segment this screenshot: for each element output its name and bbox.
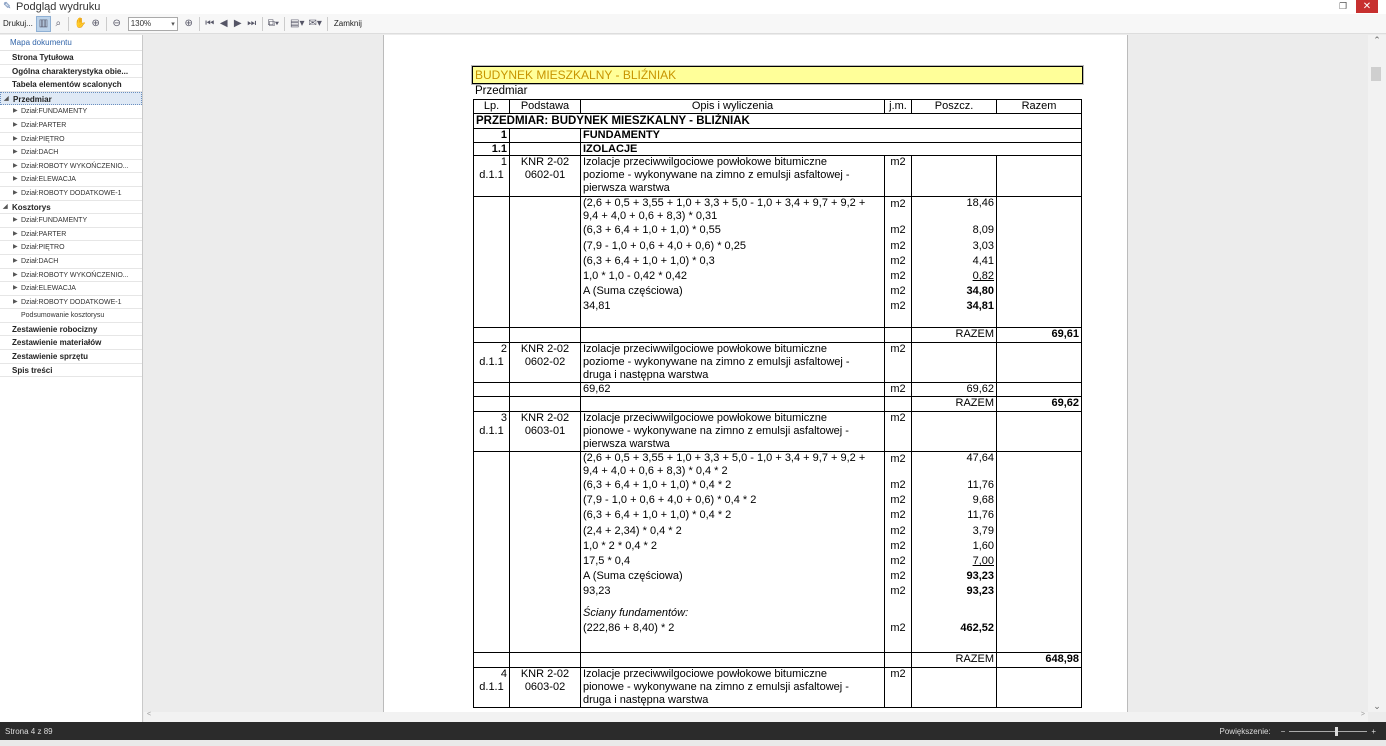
calc-unit: m2 — [890, 494, 906, 507]
nav-item-podsumowanie[interactable]: Podsumowanie kosztorysu — [0, 309, 142, 323]
empty-cell — [997, 412, 1082, 452]
nav-item-spis-tresci[interactable]: Spis treści — [0, 364, 142, 378]
calc-unit: m2 — [890, 300, 906, 313]
position-basis — [510, 343, 581, 383]
basis-line: KNR 2-02 — [520, 343, 570, 356]
nav-item-strona-tytulowa[interactable]: Strona Tytułowa — [0, 51, 142, 65]
calc-unit: m2 — [890, 239, 906, 252]
collapsed-arrow-icon[interactable]: ▶ — [13, 257, 18, 264]
calc-unit: m2 — [885, 383, 912, 397]
calc-value: 4,41 — [972, 254, 994, 267]
subsection-row — [474, 142, 1082, 156]
calc-value: 11,76 — [967, 479, 994, 492]
position-basis — [510, 412, 581, 452]
nav-group-label: Przedmiar — [13, 94, 52, 104]
calculation-expressions — [581, 452, 885, 653]
empty-cell — [581, 328, 885, 343]
hand-tool-icon[interactable]: ✋ — [74, 18, 87, 29]
scroll-right-icon[interactable]: > — [1360, 711, 1365, 718]
section-title: PRZEDMIAR: BUDYNEK MIESZKALNY - BLIŹNIAK — [474, 114, 1082, 129]
calc-value — [914, 606, 994, 621]
nav-item-label: Dział:ELEWACJA — [21, 285, 76, 293]
toolbar — [0, 14, 1386, 34]
position-description — [581, 156, 885, 197]
print-button[interactable]: Drukuj... — [3, 19, 33, 28]
empty-cell — [510, 452, 581, 653]
nav-item-label: Dział:PIĘTRO — [21, 244, 65, 252]
close-preview-button[interactable]: Zamknij — [333, 19, 362, 28]
find-icon[interactable]: ⌕ — [55, 18, 62, 29]
table-header-row — [474, 100, 1082, 114]
empty-cell — [997, 197, 1082, 328]
nav-item-label: Dział:ROBOTY DODATKOWE-1 — [21, 298, 122, 306]
nav-item-dzial[interactable] — [0, 282, 142, 296]
document-page — [383, 35, 1128, 712]
empty-cell — [997, 156, 1082, 197]
calc-expr-line: (2,6 + 0,5 + 3,55 + 1,0 + 3,3 + 5,0 - 1,0 + 3,4 + 9,7 + 9,2 + — [583, 197, 866, 210]
position-unit: m2 — [885, 156, 912, 197]
zoom-slider[interactable] — [1289, 731, 1367, 732]
vertical-scrollbar[interactable] — [1368, 35, 1386, 712]
nav-item-label: Dział:FUNDAMENTY — [21, 108, 88, 116]
collapsed-arrow-icon[interactable]: ▶ — [13, 189, 18, 196]
nav-item-label: Dział:FUNDAMENTY — [21, 217, 88, 225]
zoom-in-icon[interactable]: ⊕ — [184, 18, 193, 29]
empty-cell — [885, 653, 912, 668]
nav-item-dzial[interactable] — [0, 160, 142, 174]
empty-cell — [885, 397, 912, 412]
lp-number: 4 — [500, 668, 507, 681]
calc-expr-line: 9,4 + 4,0 + 0,6 + 8,3) * 0,4 * 2 — [583, 464, 728, 477]
nav-item-charakterystyka[interactable]: Ogólna charakterystyka obie... — [0, 65, 142, 79]
lp-ref: d.1.1 — [479, 424, 504, 437]
calc-unit: m2 — [890, 269, 906, 282]
empty-cell — [997, 668, 1082, 708]
collapsed-arrow-icon[interactable]: ▶ — [13, 149, 18, 156]
expand-icon[interactable]: ◢ — [4, 95, 9, 102]
empty-cell — [474, 397, 510, 412]
calc-unit: m2 — [890, 585, 906, 598]
nav-item-dzial[interactable] — [0, 228, 142, 242]
chevron-down-icon: ▾ — [171, 20, 175, 28]
nav-item-sprzet[interactable]: Zestawienie sprzętu — [0, 350, 142, 364]
zoom-tool-icon[interactable]: ⊕ — [91, 18, 100, 29]
preview-area[interactable] — [144, 35, 1368, 712]
position-row — [474, 412, 1082, 452]
desc-line: pierwsza warstwa — [583, 181, 670, 194]
razem-row — [474, 653, 1082, 668]
nav-item-label: Dział:PARTER — [21, 121, 67, 129]
lp-number: 2 — [500, 343, 507, 356]
calc-value: 3,79 — [972, 524, 994, 537]
dzial-name: FUNDAMENTY — [581, 129, 1082, 143]
calculation-expressions — [581, 197, 885, 328]
desc-line: pionowe - wykonywane na zimno z emulsji asfaltowej - — [583, 424, 849, 437]
toolbar-separator — [284, 17, 285, 31]
position-description — [581, 343, 885, 383]
nav-item-dzial[interactable] — [0, 296, 142, 310]
razem-label: RAZEM — [912, 397, 997, 412]
nav-item-dzial[interactable] — [0, 105, 142, 119]
nav-item-label: Dział:ROBOTY DODATKOWE-1 — [21, 189, 122, 197]
subsection-name: IZOLACJE — [581, 142, 1082, 156]
subsection-number: 1.1 — [474, 142, 510, 156]
calc-unit: m2 — [890, 254, 906, 267]
zoom-select[interactable] — [128, 17, 178, 31]
desc-line: pierwsza warstwa — [583, 437, 670, 450]
document-subheader: Przedmiar — [475, 85, 528, 97]
document-map-panel — [0, 35, 143, 722]
calc-expr: (222,86 + 8,40) * 2 — [583, 621, 675, 634]
zoom-label: Powiększenie: — [1219, 726, 1271, 736]
nav-item-dzial[interactable] — [0, 146, 142, 160]
calc-expr: 93,23 — [583, 585, 611, 598]
scrollbar-thumb[interactable] — [1371, 67, 1381, 81]
document-map-toggle-icon[interactable]: ▥ — [36, 16, 51, 32]
position-unit: m2 — [885, 668, 912, 708]
calc-expr: 1,0 * 1,0 - 0,42 * 0,42 — [583, 269, 687, 282]
calc-expr: A (Suma częściowa) — [583, 570, 683, 583]
przedmiar-document — [472, 66, 1083, 708]
taskbar-strip — [0, 740, 1386, 746]
collapsed-arrow-icon[interactable]: ▶ — [13, 217, 18, 224]
window-titlebar — [0, 0, 1386, 14]
collapsed-arrow-icon[interactable]: ▶ — [13, 108, 18, 115]
desc-line: druga i następna warstwa — [583, 693, 709, 706]
column-header: Razem — [997, 100, 1082, 114]
calc-unit: m2 — [890, 224, 906, 237]
nav-item-dzial[interactable] — [0, 214, 142, 228]
empty-cell — [997, 452, 1082, 653]
last-page-icon[interactable]: ⏭ — [247, 18, 257, 29]
calc-unit: m2 — [890, 479, 906, 492]
section-title-row — [474, 114, 1082, 129]
empty-cell — [474, 383, 510, 397]
basis-line: 0603-02 — [524, 680, 566, 693]
calc-expr: Ściany fundamentów: — [583, 606, 689, 619]
column-header: Podstawa — [510, 100, 581, 114]
razem-label: RAZEM — [912, 653, 997, 668]
nav-group-label: Kosztorys — [12, 202, 51, 212]
razem-value: 648,98 — [997, 653, 1082, 668]
toolbar-separator — [262, 17, 263, 31]
toolbar-separator — [106, 17, 107, 31]
page-indicator: Strona 4 z 89 — [5, 726, 53, 736]
nav-item-dzial[interactable] — [0, 173, 142, 187]
empty-cell — [997, 343, 1082, 383]
basis-line: 0602-01 — [524, 169, 566, 182]
desc-line: Izolacje przeciwwilgociowe powłokowe bitumiczne — [583, 668, 827, 681]
nav-item-dzial[interactable] — [0, 269, 142, 283]
position-row — [474, 156, 1082, 197]
collapsed-arrow-icon[interactable]: ▶ — [13, 135, 18, 142]
empty-cell — [510, 129, 581, 143]
calc-unit: m2 — [890, 524, 906, 537]
empty-cell — [510, 653, 581, 668]
nav-item-label: Dział:ROBOTY WYKOŃCZENIO... — [21, 162, 129, 170]
empty-cell — [581, 397, 885, 412]
basis-line: KNR 2-02 — [520, 412, 570, 425]
lp-number: 1 — [500, 156, 507, 169]
empty-cell — [510, 397, 581, 412]
collapsed-arrow-icon[interactable]: ▶ — [13, 176, 18, 183]
close-window-button[interactable]: ✕ — [1356, 0, 1378, 13]
scroll-left-icon[interactable]: < — [147, 711, 152, 718]
basis-line: 0603-01 — [524, 424, 566, 437]
position-lp — [474, 668, 510, 708]
position-description — [581, 412, 885, 452]
empty-cell — [474, 653, 510, 668]
razem-row — [474, 397, 1082, 412]
calc-expr: (6,3 + 6,4 + 1,0 + 1,0) * 0,55 — [583, 224, 721, 237]
expand-icon[interactable]: ◢ — [3, 203, 8, 210]
position-row — [474, 343, 1082, 383]
przedmiar-table — [473, 99, 1082, 708]
nav-item-label: Dział:ELEWACJA — [21, 176, 76, 184]
empty-cell — [581, 653, 885, 668]
zoom-minus-icon[interactable]: − — [1280, 726, 1286, 736]
empty-cell — [510, 197, 581, 328]
nav-item-label: Dział:DACH — [21, 257, 59, 265]
calc-unit: m2 — [890, 621, 906, 634]
restore-icon[interactable]: ❐ — [1338, 1, 1348, 11]
toolbar-separator — [327, 17, 328, 31]
zoom-control — [1220, 722, 1376, 740]
zoom-select-value: 130% — [130, 19, 152, 28]
collapsed-arrow-icon[interactable]: ▶ — [13, 285, 18, 292]
nav-group-przedmiar[interactable] — [0, 92, 142, 106]
calc-value: 93,23 — [966, 585, 994, 598]
empty-cell — [510, 328, 581, 343]
calc-value: 9,68 — [972, 494, 994, 507]
column-header: Opis i wyliczenia — [581, 100, 885, 114]
collapsed-arrow-icon[interactable]: ▶ — [13, 298, 18, 305]
calc-value: 69,62 — [912, 383, 997, 397]
calculation-values — [912, 197, 997, 328]
position-unit: m2 — [885, 343, 912, 383]
toolbar-separator — [199, 17, 200, 31]
calc-value: 462,52 — [960, 621, 994, 634]
desc-line: pionowe - wykonywane na zimno z emulsji asfaltowej - — [583, 680, 849, 693]
nav-item-tabela-elementow[interactable]: Tabela elementów scalonych — [0, 78, 142, 92]
column-header: Poszcz. — [912, 100, 997, 114]
calc-unit: m2 — [890, 570, 906, 583]
empty-cell — [885, 328, 912, 343]
horizontal-scrollbar[interactable] — [144, 712, 1368, 722]
calc-expr: 34,81 — [583, 300, 611, 313]
position-lp — [474, 156, 510, 197]
calc-value: 7,00 — [972, 555, 994, 568]
calc-value: 8,09 — [972, 224, 994, 237]
toolbar-separator — [68, 17, 69, 31]
calc-expr: 17,5 * 0,4 — [583, 555, 631, 568]
dzial-row — [474, 129, 1082, 143]
lp-ref: d.1.1 — [479, 169, 504, 182]
calculation-units — [885, 452, 912, 653]
nav-item-label: Dział:ROBOTY WYKOŃCZENIO... — [21, 271, 129, 279]
zoom-slider-thumb[interactable] — [1335, 727, 1338, 736]
previous-page-icon[interactable]: ◀ — [219, 18, 228, 29]
calc-value: 18,46 — [966, 197, 994, 210]
calculation-values — [912, 452, 997, 653]
razem-value: 69,61 — [997, 328, 1082, 343]
nav-item-dzial[interactable] — [0, 241, 142, 255]
nav-item-dzial[interactable] — [0, 255, 142, 269]
nav-item-robocizna[interactable]: Zestawienie robocizny — [0, 323, 142, 337]
email-icon[interactable]: ✉▾ — [308, 18, 322, 29]
status-bar — [0, 722, 1386, 740]
lp-ref: d.1.1 — [479, 356, 504, 369]
scroll-up-icon[interactable]: ⌃ — [1373, 35, 1381, 45]
document-map-title: Mapa dokumentu — [0, 35, 142, 51]
column-header: Lp. — [474, 100, 510, 114]
desc-line: Izolacje przeciwwilgociowe powłokowe bitumiczne — [583, 343, 827, 356]
collapsed-arrow-icon[interactable]: ▶ — [13, 162, 18, 169]
export-icon[interactable]: ▤▾ — [290, 18, 305, 29]
calc-expr: (2,4 + 2,34) * 0,4 * 2 — [583, 524, 682, 537]
calc-expr: (7,9 - 1,0 + 0,6 + 4,0 + 0,6) * 0,4 * 2 — [583, 494, 757, 507]
empty-cell — [474, 328, 510, 343]
calc-value: 11,76 — [967, 509, 994, 522]
empty-cell — [912, 668, 997, 708]
empty-cell — [510, 142, 581, 156]
empty-cell — [912, 156, 997, 197]
empty-cell — [474, 452, 510, 653]
desc-line: druga i następna warstwa — [583, 368, 709, 381]
calc-expr: A (Suma częściowa) — [583, 285, 683, 298]
collapsed-arrow-icon[interactable]: ▶ — [13, 244, 18, 251]
nav-item-label: Dział:PARTER — [21, 230, 67, 238]
empty-cell — [510, 383, 581, 397]
calc-unit: m2 — [890, 509, 906, 522]
calculation-row — [474, 383, 1082, 397]
calc-value: 34,80 — [966, 285, 994, 298]
calc-unit: m2 — [890, 539, 906, 552]
empty-cell — [997, 383, 1082, 397]
calc-expr: (7,9 - 1,0 + 0,6 + 4,0 + 0,6) * 0,25 — [583, 239, 746, 252]
nav-item-materialy[interactable]: Zestawienie materiałów — [0, 336, 142, 350]
lp-ref: d.1.1 — [479, 680, 504, 693]
first-page-icon[interactable]: ⏮ — [205, 18, 215, 29]
desc-line: poziome - wykonywane na zimno z emulsji asfaltowej - — [583, 356, 850, 369]
window-title: Podgląd wydruku — [16, 1, 101, 13]
calc-unit: m2 — [890, 285, 906, 298]
calculation-units — [885, 197, 912, 328]
position-description — [581, 668, 885, 708]
calc-expr: (6,3 + 6,4 + 1,0 + 1,0) * 0,4 * 2 — [583, 479, 732, 492]
calc-value: 47,64 — [966, 452, 994, 465]
calc-expr — [583, 452, 882, 478]
calculation-row — [474, 197, 1082, 328]
calc-expr: 1,0 * 2 * 0,4 * 2 — [583, 539, 657, 552]
basis-line: 0602-02 — [524, 356, 566, 369]
basis-line: KNR 2-02 — [520, 156, 570, 169]
empty-cell — [912, 343, 997, 383]
position-row — [474, 668, 1082, 708]
calc-unit: m2 — [890, 555, 906, 568]
nav-group-kosztorys[interactable] — [0, 201, 142, 215]
desc-line: Izolacje przeciwwilgociowe powłokowe bitumiczne — [583, 156, 827, 169]
calculation-row — [474, 452, 1082, 653]
calc-expr-line: (2,6 + 0,5 + 3,55 + 1,0 + 3,3 + 5,0 - 1,0 + 3,4 + 9,7 + 9,2 + — [583, 452, 866, 465]
nav-item-label: Dział:DACH — [21, 149, 59, 157]
scroll-down-icon[interactable]: ⌄ — [1373, 701, 1381, 711]
document-header: BUDYNEK MIESZKALNY - BLIŹNIAK — [472, 66, 1083, 84]
position-unit: m2 — [885, 412, 912, 452]
calc-value: 93,23 — [966, 570, 994, 583]
collapsed-arrow-icon[interactable]: ▶ — [13, 121, 18, 128]
collapsed-arrow-icon[interactable]: ▶ — [13, 230, 18, 237]
desc-line: Izolacje przeciwwilgociowe powłokowe bitumiczne — [583, 412, 827, 425]
app-icon: ✎ — [3, 1, 12, 12]
calc-unit — [887, 606, 909, 621]
calc-unit: m2 — [890, 198, 906, 211]
basis-line: KNR 2-02 — [520, 668, 570, 681]
desc-line: poziome - wykonywane na zimno z emulsji asfaltowej - — [583, 169, 850, 182]
razem-label: RAZEM — [912, 328, 997, 343]
dzial-number: 1 — [474, 129, 510, 143]
collapsed-arrow-icon[interactable]: ▶ — [13, 271, 18, 278]
calc-expr: (6,3 + 6,4 + 1,0 + 1,0) * 0,3 — [583, 254, 715, 267]
nav-item-dzial[interactable] — [0, 187, 142, 201]
position-basis — [510, 668, 581, 708]
nav-item-label: Dział:PIĘTRO — [21, 135, 65, 143]
multi-page-icon[interactable]: ⧉▾ — [267, 18, 280, 29]
position-lp — [474, 412, 510, 452]
column-header: j.m. — [885, 100, 912, 114]
calc-expr — [583, 197, 882, 223]
calc-value: 1,60 — [972, 539, 994, 552]
razem-value: 69,62 — [997, 397, 1082, 412]
calc-value: 0,82 — [972, 269, 994, 282]
lp-number: 3 — [500, 412, 507, 425]
zoom-plus-icon[interactable]: + — [1371, 726, 1376, 736]
razem-row — [474, 328, 1082, 343]
calc-expr-line: 9,4 + 4,0 + 0,6 + 8,3) * 0,31 — [583, 209, 718, 222]
zoom-out-icon[interactable]: ⊖ — [112, 18, 121, 29]
nav-item-dzial[interactable] — [0, 119, 142, 133]
next-page-icon[interactable]: ▶ — [233, 18, 242, 29]
position-basis — [510, 156, 581, 197]
calc-unit: m2 — [890, 453, 906, 466]
empty-cell — [912, 412, 997, 452]
calc-expr: (6,3 + 6,4 + 1,0 + 1,0) * 0,4 * 2 — [583, 509, 732, 522]
calc-value: 34,81 — [966, 300, 994, 313]
calc-value: 3,03 — [972, 239, 994, 252]
empty-cell — [474, 197, 510, 328]
position-lp — [474, 343, 510, 383]
nav-item-dzial[interactable] — [0, 133, 142, 147]
calc-expr: 69,62 — [581, 383, 885, 397]
